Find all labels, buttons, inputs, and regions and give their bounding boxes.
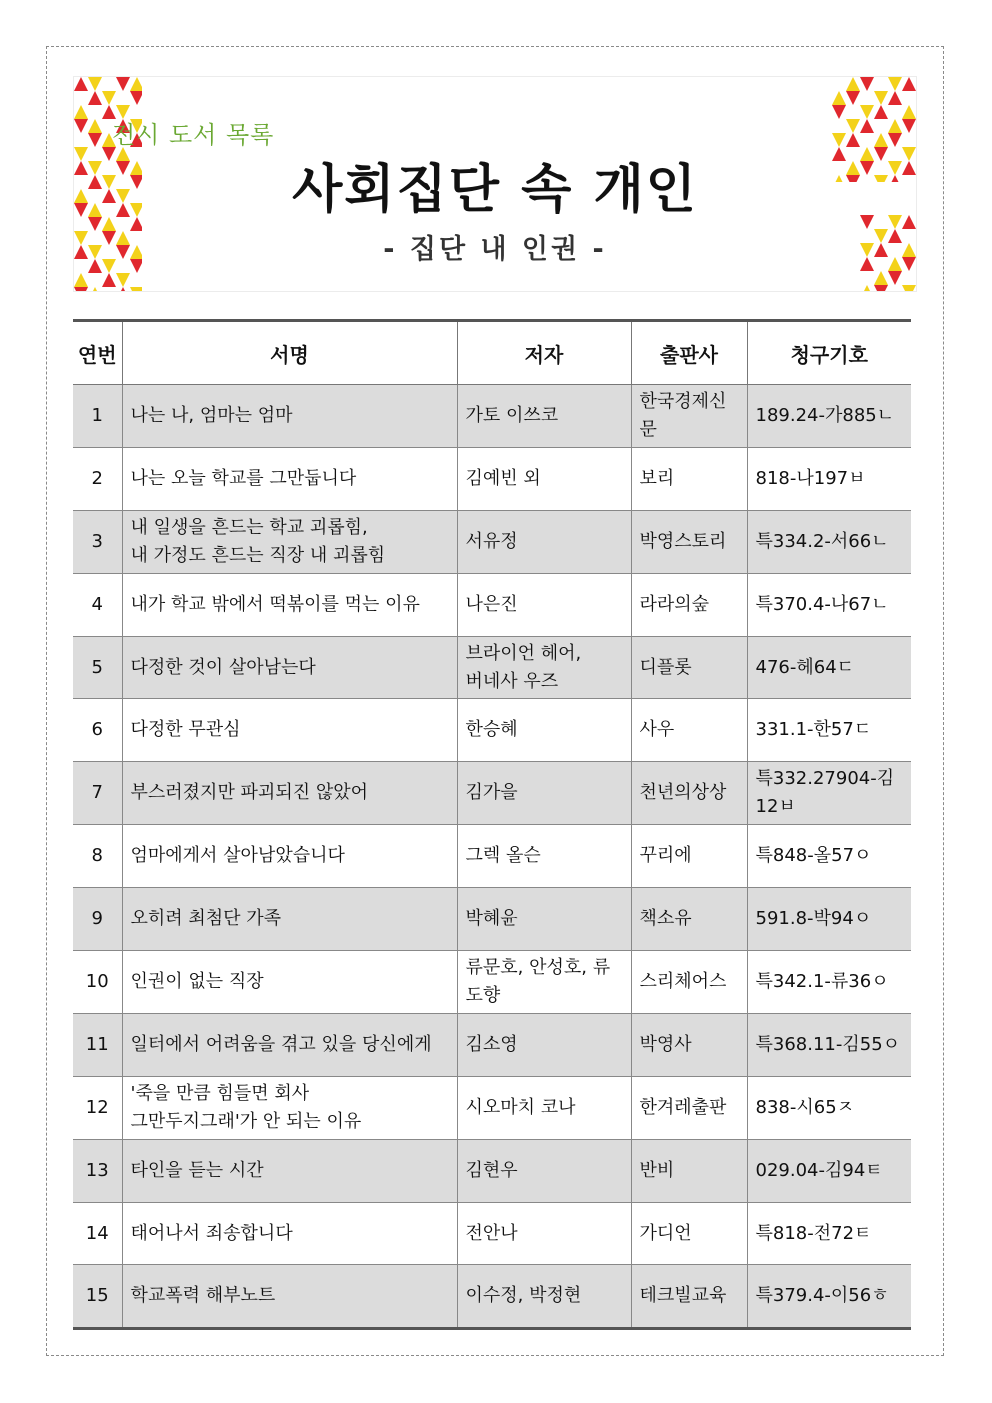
pattern-triangle — [846, 91, 860, 105]
pattern-triangle — [888, 119, 902, 133]
pattern-triangle — [116, 273, 130, 287]
cell-num: 8 — [73, 825, 122, 888]
cell-num: 11 — [73, 1013, 122, 1076]
cell-title: 타인을 듣는 시간 — [122, 1139, 457, 1202]
cell-publisher: 테크빌교육 — [631, 1265, 747, 1329]
cell-publisher: 스리체어스 — [631, 951, 747, 1014]
cell-num: 15 — [73, 1265, 122, 1329]
pattern-triangle — [832, 105, 846, 119]
cell-publisher: 사우 — [631, 699, 747, 762]
cell-call-number: 특818-전72ㅌ — [747, 1202, 911, 1265]
pattern-triangle — [874, 119, 888, 133]
cell-num: 6 — [73, 699, 122, 762]
cell-author: 서유정 — [457, 510, 631, 573]
cell-author: 박혜윤 — [457, 888, 631, 951]
banner-subtitle: - 집단 내 인권 - — [383, 234, 607, 265]
pattern-triangle — [860, 77, 874, 91]
pattern-triangle — [832, 91, 846, 105]
cell-publisher: 꾸리에 — [631, 825, 747, 888]
table-row — [73, 510, 911, 573]
cell-title: 다정한 무관심 — [122, 699, 457, 762]
cell-num: 12 — [73, 1076, 122, 1139]
pattern-triangle — [74, 119, 88, 133]
cell-title: 부스러졌지만 파괴되진 않았어 — [122, 762, 457, 825]
cell-publisher: 한국경제신문 — [631, 385, 747, 448]
cell-publisher: 한겨레출판 — [631, 1076, 747, 1139]
banner-kicker: 전시 도서 목록 — [112, 121, 275, 149]
header-num: 연번 — [73, 321, 122, 385]
cell-call-number: 591.8-박94ㅇ — [747, 888, 911, 951]
cell-author: 김가을 — [457, 762, 631, 825]
cell-author: 한승혜 — [457, 699, 631, 762]
cell-publisher: 천년의상상 — [631, 762, 747, 825]
pattern-triangle — [832, 133, 846, 147]
cell-call-number: 특848-올57ㅇ — [747, 825, 911, 888]
cell-author: 김소영 — [457, 1013, 631, 1076]
cell-num: 7 — [73, 762, 122, 825]
cell-num: 5 — [73, 636, 122, 699]
cell-title: 인권이 없는 직장 — [122, 951, 457, 1014]
cell-title: 태어나서 죄송합니다 — [122, 1202, 457, 1265]
cell-call-number: 특342.1-류36ㅇ — [747, 951, 911, 1014]
banner — [73, 76, 917, 292]
cell-author: 김현우 — [457, 1139, 631, 1202]
cell-title: 나는 나, 엄마는 엄마 — [122, 385, 457, 448]
pattern-triangle — [902, 105, 916, 119]
pattern-triangle — [902, 77, 916, 91]
table-row — [73, 1265, 911, 1329]
header-call-number: 청구기호 — [747, 321, 911, 385]
cell-num: 13 — [73, 1139, 122, 1202]
pattern-triangle — [116, 91, 130, 105]
pattern-triangle — [130, 77, 142, 91]
cell-publisher: 박영사 — [631, 1013, 747, 1076]
pattern-triangle — [888, 285, 902, 291]
cell-author: 이수정, 박정현 — [457, 1265, 631, 1329]
cell-author: 브라이언 헤어, 버네사 우즈 — [457, 636, 631, 699]
cell-title: 다정한 것이 살아남는다 — [122, 636, 457, 699]
pattern-triangle — [846, 133, 860, 147]
cell-call-number: 818-나197ㅂ — [747, 447, 911, 510]
cell-author: 가토 이쓰코 — [457, 385, 631, 448]
pattern-triangle — [102, 273, 116, 287]
pattern-triangle — [88, 105, 102, 119]
cell-call-number: 838-시65ㅈ — [747, 1076, 911, 1139]
cell-author: 김예빈 외 — [457, 447, 631, 510]
pattern-triangle — [130, 287, 142, 292]
pattern-triangle — [88, 77, 102, 91]
cell-author: 시오마치 코나 — [457, 1076, 631, 1139]
cell-author: 전안나 — [457, 1202, 631, 1265]
pattern-triangle — [874, 285, 888, 291]
pattern-triangle — [74, 133, 88, 147]
table-row — [73, 1076, 911, 1139]
pattern-triangle — [846, 119, 860, 133]
pattern-triangle — [130, 91, 142, 105]
cell-title: 엄마에게서 살아남았습니다 — [122, 825, 457, 888]
pattern-triangle — [902, 133, 916, 147]
table-row — [73, 1202, 911, 1265]
cell-num: 14 — [73, 1202, 122, 1265]
table-header-row — [73, 321, 911, 385]
table-row — [73, 636, 911, 699]
pattern-triangle — [832, 119, 846, 133]
pattern-triangle — [860, 105, 874, 119]
pattern-triangle — [74, 105, 88, 119]
pattern-triangle — [874, 133, 888, 147]
pattern-triangle — [874, 271, 888, 285]
pattern-triangle — [116, 77, 130, 91]
table-row — [73, 762, 911, 825]
cell-publisher: 보리 — [631, 447, 747, 510]
pattern-triangle — [902, 91, 916, 105]
pattern-triangle — [88, 119, 102, 133]
pattern-triangle — [860, 271, 874, 285]
pattern-triangle — [902, 271, 916, 285]
pattern-triangle — [888, 91, 902, 105]
pattern-triangle — [860, 285, 874, 291]
pattern-triangle — [74, 273, 88, 287]
pattern-triangle — [88, 273, 102, 287]
pattern-triangle — [102, 91, 116, 105]
cell-author: 류문호, 안성호, 류도향 — [457, 951, 631, 1014]
header-publisher: 출판사 — [631, 321, 747, 385]
cell-author: 그렉 올슨 — [457, 825, 631, 888]
cell-publisher: 반비 — [631, 1139, 747, 1202]
pattern-triangle — [888, 77, 902, 91]
table-row — [73, 573, 911, 636]
cell-author: 나은진 — [457, 573, 631, 636]
pattern-triangle — [832, 77, 846, 91]
pattern-triangle — [902, 119, 916, 133]
cell-publisher: 가디언 — [631, 1202, 747, 1265]
table-row — [73, 1139, 911, 1202]
table-row — [73, 951, 911, 1014]
cell-title: 오히려 최첨단 가족 — [122, 888, 457, 951]
pattern-triangle — [860, 119, 874, 133]
cell-call-number: 476-헤64ㄷ — [747, 636, 911, 699]
pattern-triangle — [116, 287, 130, 292]
cell-call-number: 특334.2-서66ㄴ — [747, 510, 911, 573]
table-row — [73, 825, 911, 888]
pattern-triangle — [74, 91, 88, 105]
pattern-triangle — [874, 105, 888, 119]
table-row — [73, 1013, 911, 1076]
cell-title: 내가 학교 밖에서 떡볶이를 먹는 이유 — [122, 573, 457, 636]
cell-publisher: 책소유 — [631, 888, 747, 951]
cell-title: 나는 오늘 학교를 그만둡니다 — [122, 447, 457, 510]
cell-title: 내 일생을 흔드는 학교 괴롭힘, 내 가정도 흔드는 직장 내 괴롭힘 — [122, 510, 457, 573]
table-row — [73, 699, 911, 762]
table-row — [73, 447, 911, 510]
cell-title: 학교폭력 해부노트 — [122, 1265, 457, 1329]
cell-num: 9 — [73, 888, 122, 951]
cell-num: 1 — [73, 385, 122, 448]
cell-num: 2 — [73, 447, 122, 510]
pattern-triangle — [874, 77, 888, 91]
cell-call-number: 331.1-한57ㄷ — [747, 699, 911, 762]
pattern-triangle — [130, 273, 142, 287]
cell-call-number: 특368.11-김55ㅇ — [747, 1013, 911, 1076]
cell-num: 3 — [73, 510, 122, 573]
pattern-triangle — [88, 287, 102, 292]
cell-call-number: 특332.27904-김12ㅂ — [747, 762, 911, 825]
cell-num: 10 — [73, 951, 122, 1014]
cell-call-number: 189.24-가885ㄴ — [747, 385, 911, 448]
pattern-triangle — [846, 105, 860, 119]
banner-title: 사회집단 속 개인 — [292, 160, 698, 220]
pattern-triangle — [74, 287, 88, 292]
pattern-triangle — [902, 285, 916, 291]
book-list-table — [73, 319, 911, 1330]
pattern-triangle — [102, 77, 116, 91]
header-title: 서명 — [122, 321, 457, 385]
cell-call-number: 029.04-김94ㅌ — [747, 1139, 911, 1202]
cell-publisher: 박영스토리 — [631, 510, 747, 573]
pattern-triangle — [88, 91, 102, 105]
cell-publisher: 라라의숲 — [631, 573, 747, 636]
pattern-triangle — [888, 105, 902, 119]
cell-publisher: 디플롯 — [631, 636, 747, 699]
pattern-triangle — [102, 287, 116, 292]
header-author: 저자 — [457, 321, 631, 385]
cell-call-number: 특379.4-이56ㅎ — [747, 1265, 911, 1329]
pattern-triangle — [846, 77, 860, 91]
cell-call-number: 특370.4-나67ㄴ — [747, 573, 911, 636]
pattern-triangle — [88, 133, 102, 147]
cell-title: '죽을 만큼 힘들면 회사 그만두지그래'가 안 되는 이유 — [122, 1076, 457, 1139]
pattern-triangle — [888, 271, 902, 285]
pattern-triangle — [860, 91, 874, 105]
pattern-triangle — [888, 133, 902, 147]
pattern-triangle — [74, 77, 88, 91]
pattern-triangle — [860, 133, 874, 147]
table-row — [73, 888, 911, 951]
cell-title: 일터에서 어려움을 겪고 있을 당신에게 — [122, 1013, 457, 1076]
table-row — [73, 385, 911, 448]
pattern-triangle — [874, 91, 888, 105]
cell-num: 4 — [73, 573, 122, 636]
